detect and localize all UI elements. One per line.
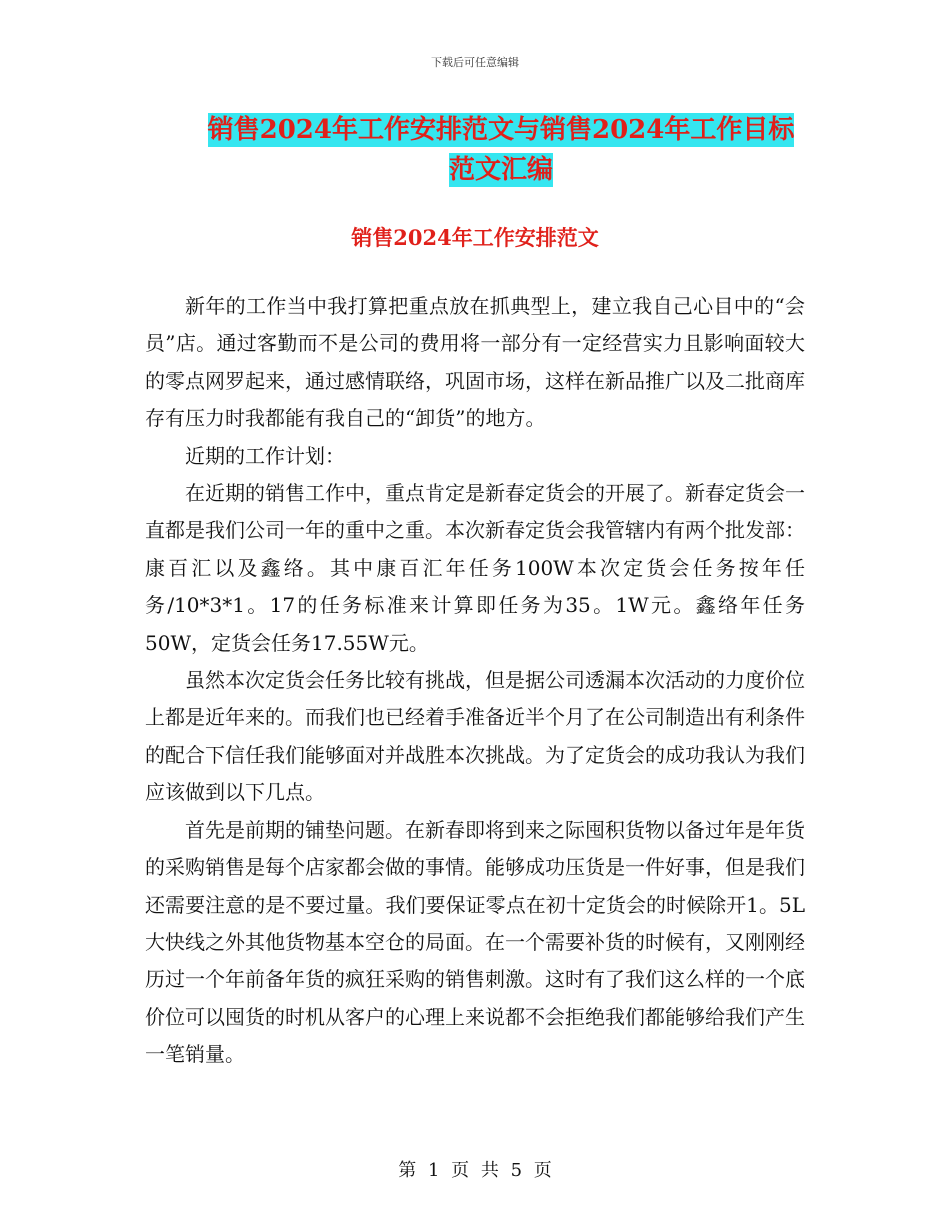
body-text [145, 288, 805, 1074]
paragraph: 新年的工作当中我打算把重点放在抓典型上，建立我自己心目中的“会员”店。通过客勤而不是公司的费用将一部分有一定经营实力且影响面较大的零点网罗起来，通过感情联络，巩固市场，这样在新品推广以及二批商库存有压力时我都能有我自己的“卸货”的地方。 [145, 294, 805, 431]
header-note: 下载后可任意编辑 [431, 56, 519, 69]
paragraph: 在近期的销售工作中，重点肯定是新春定货会的开展了。新春定货会一直都是我们公司一年的重中之重。本次新春定货会我管辖内有两个批发部：康百汇以及鑫络。其中康百汇年任务100W本次定货会任务按年任务/10*3*1。17的任务标准来计算即任务为35。1W元。鑫络年任务50W，定货会任务17.55W元。 [145, 481, 805, 655]
paragraph: 近期的工作计划： [185, 443, 345, 468]
page-footer: 第 1 页 共 5 页 [398, 1160, 552, 1181]
document-title-text: 销售2024年工作安排范文与销售2024年工作目标范文汇编 [207, 115, 795, 185]
paragraph: 首先是前期的铺垫问题。在新春即将到来之际囤积货物以备过年是年货的采购销售是每个店家都会做的事情。能够成功压货是一件好事，但是我们还需要注意的是不要过量。我们要保证零点在初十定货会的时候除开1。5L大快线之外其他货物基本空仓的局面。在一个需要补货的时候有，又刚刚经历过一个年前备年货的疯狂采购的销售刺激。这时有了我们这么样的一个底价位可以囤货的时机从客户的心理上来说都不会拒绝我们都能够给我们产生一笔销量。 [145, 817, 805, 1067]
document-title [196, 110, 806, 190]
paragraph: 虽然本次定货会任务比较有挑战，但是据公司透漏本次活动的力度价位上都是近年来的。而我们也已经着手准备近半个月了在公司制造出有利条件的配合下信任我们能够面对并战胜本次挑战。为了定货会的成功我认为我们应该做到以下几点。 [145, 668, 805, 805]
section-title: 销售2024年工作安排范文 [351, 225, 599, 250]
